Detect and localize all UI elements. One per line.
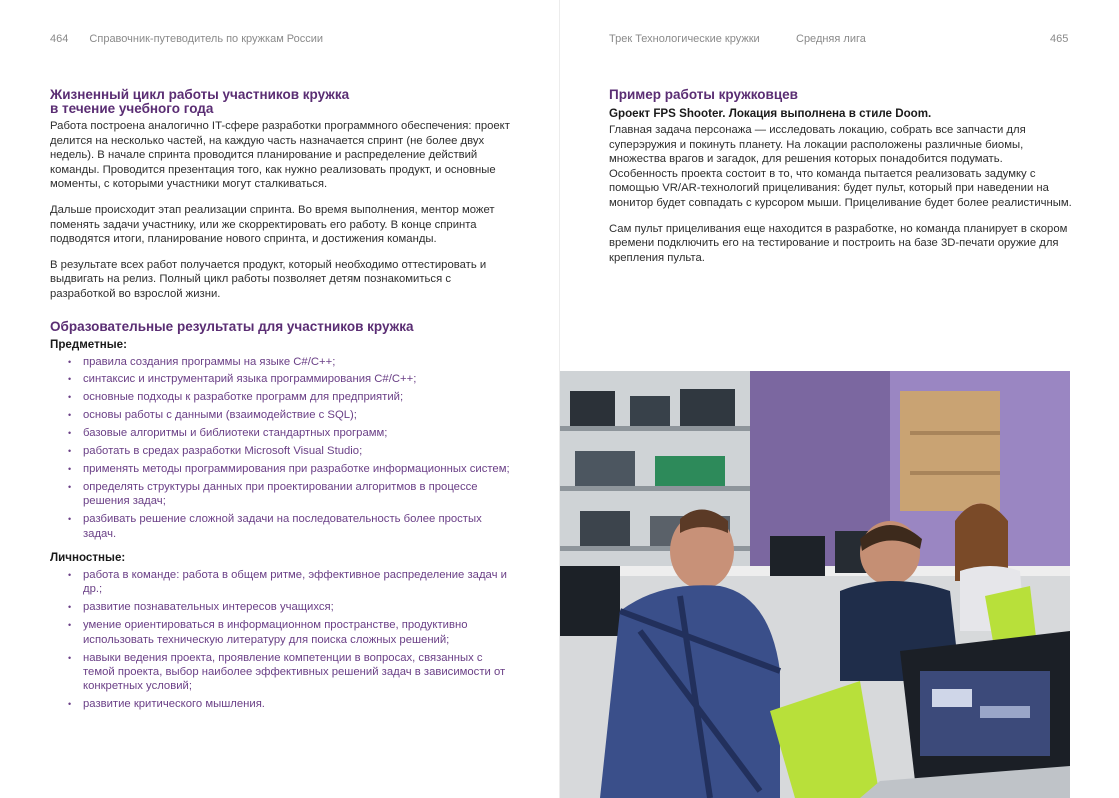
- example-paragraph: Главная задача персонажа — исследовать локацию, собрать все запчасти для суперэружия и покинуть планету. На локации расположены различные биомы, множества врагов и загадок, для решения которых понадобится подумать. Особенность проекта состоит в то, что команда пытается реализовать задумку с помощью VR/AR-технологий прицеливания: будет пульт, который при наведении на монитор будет совпадать с курсором мыши. Прицеливание будет более реалистичным.: [609, 124, 1072, 209]
- example-title: Пример работы кружковцев: [609, 87, 798, 102]
- list-item: • определять структуры данных при проектировании алгоритмов в процессе решения задач;: [68, 480, 515, 509]
- right-running-track: Трек Технологические кружки: [609, 33, 760, 45]
- right-page-number: 465: [1050, 33, 1069, 45]
- students-photo: [560, 371, 1070, 798]
- list-item: • работать в средах разработки Microsoft Visual Studio;: [68, 444, 515, 458]
- list-item: • развитие познавательных интересов учащихся;: [68, 600, 515, 614]
- list-item: • базовые алгоритмы и библиотеки стандартных программ;: [68, 426, 515, 440]
- photo-illustration: [560, 371, 1070, 798]
- lifecycle-title-line2: в течение учебного года: [50, 101, 214, 116]
- list-item: • применять методы программирования при разработке информационных систем;: [68, 462, 515, 476]
- left-running-title: Справочник-путеводитель по кружкам России: [89, 33, 324, 45]
- list-item: • правила создания программы на языке C#/C++;: [68, 355, 515, 369]
- lifecycle-paragraph: В результате всех работ получается продукт, который необходимо оттестировать и выдвигать на релиз. Полный цикл работы позволяет детям познакомиться с разработкой во взрослой жизни.: [50, 258, 487, 300]
- list-item: • навыки ведения проекта, проявление компетенции в вопросах, связанных с темой проекта, выбор наиболее эффективных решений задач в зависимости от конкретных условий;: [68, 651, 515, 694]
- left-page-header: [50, 33, 323, 45]
- list-item: • разбивать решение сложной задачи на последовательность более простых задач.: [68, 512, 515, 541]
- list-item: • развитие критического мышления.: [68, 697, 515, 711]
- lifecycle-paragraph: Дальше происходит этап реализации спринта. Во время выполнения, ментор может поменять задачи участнику, или же скорректировать его работу. В конце спринта подводятся итоги, планирование нового спринта, и достижения команды.: [50, 203, 495, 246]
- list-item: • работа в команде: работа в общем ритме, эффективное распределение задач и др.;: [68, 568, 515, 597]
- list-item: • синтаксис и инструментарий языка программирования C#/C++;: [68, 372, 515, 386]
- subject-outcomes-label: Предметные:: [50, 337, 127, 351]
- list-item: • основы работы с данными (взаимодействие с SQL);: [68, 408, 515, 422]
- subject-outcomes-list: [68, 355, 515, 541]
- example-paragraph: Сам пульт прицеливания еще находится в разработке, но команда планирует в скором времени подключить его на тестирование и построить на базе 3D-печати оружие для крепления пульта.: [609, 222, 1068, 264]
- lifecycle-title-line1: Жизненный цикл работы участников кружка: [50, 87, 350, 102]
- list-item: • умение ориентироваться в информационном пространстве, продуктивно использовать техническую литературу для поиска сложных решений;: [68, 618, 515, 647]
- personal-outcomes-list: [68, 568, 515, 712]
- outcomes-title: Образовательные результаты для участников кружка: [50, 318, 414, 334]
- right-page-body: [609, 88, 1074, 276]
- project-title: Gроект FPS Shooter. Локация выполнена в стиле Doom.: [609, 107, 932, 120]
- lifecycle-paragraph: Работа построена аналогично IT-сфере разработки программного обеспечения: проект делится на несколько частей, на каждую часть назначается спринт (не более двух недель). В начале спринта проводится планирование и распределение действий команды. Проводится презентация того, как нужно реализовать продукт, и основные моменты, с которыми участники могут сталкиваться.: [50, 120, 510, 191]
- right-running-league: Средняя лига: [796, 33, 866, 45]
- personal-outcomes-label: Личностные:: [50, 551, 126, 564]
- lifecycle-title: [50, 88, 515, 116]
- left-page-number: 464: [50, 33, 69, 45]
- list-item: • основные подходы к разработке программ для предприятий;: [68, 390, 515, 404]
- left-page-body: [50, 88, 515, 715]
